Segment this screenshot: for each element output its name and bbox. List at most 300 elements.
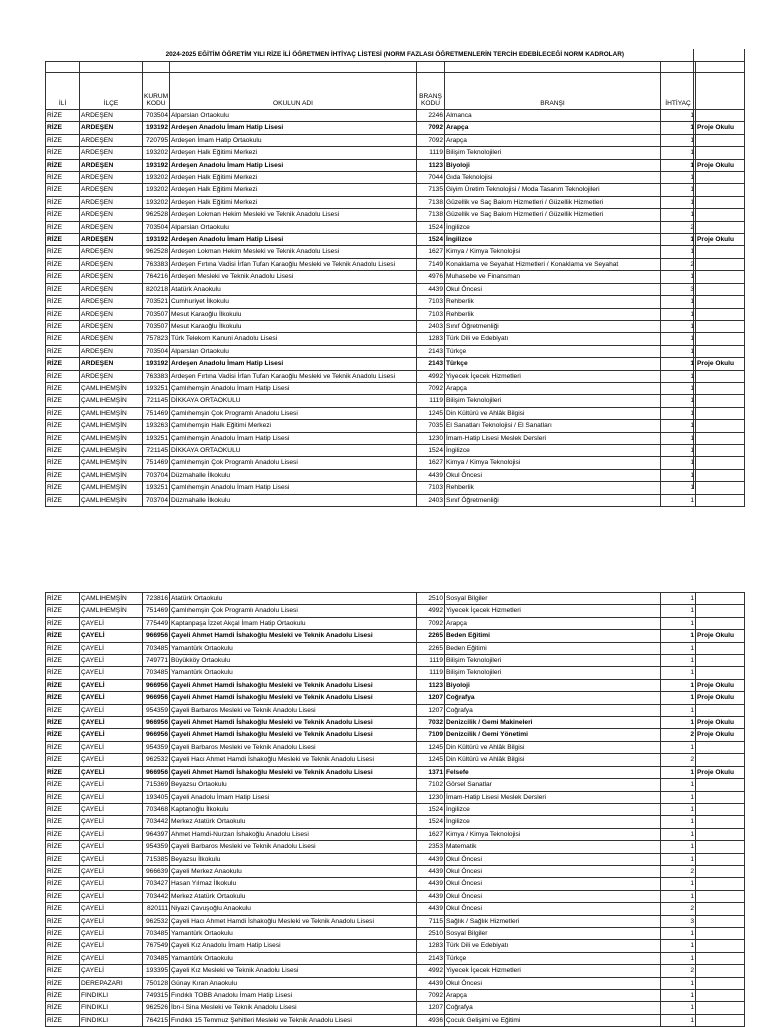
table-row — [46, 432, 745, 444]
cell-ihtiyac: 1 — [661, 209, 696, 221]
table-row — [46, 841, 745, 853]
table-row — [46, 940, 745, 952]
cell-brans-kodu: 1207 — [417, 704, 445, 716]
cell-ihtiyac: 1 — [661, 110, 696, 122]
table-row — [46, 221, 745, 233]
cell-kurum-kodu: 966956 — [143, 679, 170, 691]
table-row — [46, 407, 745, 419]
cell-brans-kodu: 4439 — [417, 469, 445, 481]
cell-brans: Coğrafya — [445, 692, 661, 704]
table-row — [46, 630, 745, 642]
cell-ilce: ARDEŞEN — [80, 258, 143, 270]
cell-ihtiyac: 1 — [661, 184, 696, 196]
cell-brans: Arapça — [445, 122, 661, 134]
cell-kurum-kodu: 749315 — [143, 990, 170, 1002]
cell-ilce: ÇAMLIHEMŞİN — [80, 382, 143, 394]
cell-il: RİZE — [46, 754, 80, 766]
cell-okul-adi: Ardeşen İmam Hatip Ortaokulu — [170, 134, 417, 146]
cell-ilce: ÇAMLIHEMŞİN — [80, 494, 143, 506]
table-row — [46, 593, 745, 605]
cell-kurum-kodu: 193192 — [143, 122, 170, 134]
table-row — [46, 147, 745, 159]
table-row — [46, 333, 745, 345]
cell-il: RİZE — [46, 766, 80, 778]
cell-ilce: ARDEŞEN — [80, 283, 143, 295]
cell-ihtiyac: 2 — [661, 221, 696, 233]
cell-il: RİZE — [46, 617, 80, 629]
cell-brans-kodu: 1524 — [417, 816, 445, 828]
cell-ihtiyac: 1 — [661, 692, 696, 704]
cell-kurum-kodu: 703504 — [143, 110, 170, 122]
cell-kurum-kodu: 193202 — [143, 196, 170, 208]
cell-okul-adi: Yamantürk Ortaokulu — [170, 927, 417, 939]
table-row — [46, 258, 745, 270]
table-page-1 — [45, 49, 735, 507]
cell-note: Proje Okulu — [696, 729, 745, 741]
cell-ihtiyac: 1 — [661, 382, 696, 394]
cell-brans: Okul Öncesi — [445, 283, 661, 295]
cell-note — [696, 754, 745, 766]
cell-ilce: ÇAYELİ — [80, 841, 143, 853]
cell-brans-kodu: 4976 — [417, 271, 445, 283]
cell-brans: Bilişim Teknolojileri — [445, 395, 661, 407]
cell-ilce: ARDEŞEN — [80, 234, 143, 246]
cell-kurum-kodu: 193202 — [143, 184, 170, 196]
cell-brans: Kimya / Kimya Teknolojisi — [445, 246, 661, 258]
cell-note: Proje Okulu — [696, 122, 745, 134]
cell-il: RİZE — [46, 990, 80, 1002]
cell-kurum-kodu: 966639 — [143, 865, 170, 877]
cell-ihtiyac: 1 — [661, 432, 696, 444]
cell-il: RİZE — [46, 890, 80, 902]
cell-okul-adi: Hasan Yılmaz İlkokulu — [170, 878, 417, 890]
cell-kurum-kodu: 193192 — [143, 234, 170, 246]
cell-ihtiyac: 1 — [661, 791, 696, 803]
cell-ihtiyac: 1 — [661, 779, 696, 791]
cell-brans: Görsel Sanatlar — [445, 779, 661, 791]
cell-ihtiyac: 2 — [661, 754, 696, 766]
table-row — [46, 172, 745, 184]
table-row — [46, 122, 745, 134]
cell-okul-adi: Çayeli Barbaros Mesleki ve Teknik Anadolu Lisesi — [170, 741, 417, 753]
table-row — [46, 246, 745, 258]
cell-ilce: ÇAYELİ — [80, 717, 143, 729]
cell-note — [696, 667, 745, 679]
cell-kurum-kodu: 703704 — [143, 469, 170, 481]
cell-brans: Rehberlik — [445, 308, 661, 320]
cell-ilce: ARDEŞEN — [80, 345, 143, 357]
cell-brans: El Sanatları Teknolojisi / El Sanatları — [445, 420, 661, 432]
cell-okul-adi: Çayeli Merkez Anaokulu — [170, 865, 417, 877]
cell-ihtiyac: 1 — [661, 630, 696, 642]
cell-okul-adi: Çayeli Ahmet Hamdi İshakoğlu Mesleki ve Teknik Anadolu Lisesi — [170, 692, 417, 704]
header-row — [46, 73, 745, 110]
cell-brans: Arapça — [445, 617, 661, 629]
col-header-ilce: İLÇE — [80, 73, 143, 110]
cell-note: Proje Okulu — [696, 717, 745, 729]
table-row — [46, 828, 745, 840]
cell-note — [696, 915, 745, 927]
cell-il: RİZE — [46, 927, 80, 939]
cell-brans: Felsefe — [445, 766, 661, 778]
cell-ilce: ÇAYELİ — [80, 865, 143, 877]
cell-okul-adi: Fındıklı 15 Temmuz Şehitleri Mesleki ve Teknik Anadolu Lisesi — [170, 1014, 417, 1026]
cell-okul-adi: Çamlıhemşin Çok Programlı Anadolu Lisesi — [170, 407, 417, 419]
cell-note — [696, 147, 745, 159]
cell-okul-adi: Çamlıhemşin Halk Eğitimi Merkezi — [170, 420, 417, 432]
cell-okul-adi: Büyükköy Ortaokulu — [170, 655, 417, 667]
cell-note: Proje Okulu — [696, 679, 745, 691]
cell-okul-adi: DİKKAYA ORTAOKULU — [170, 444, 417, 456]
cell-ihtiyac: 1 — [661, 741, 696, 753]
cell-ihtiyac: 1 — [661, 308, 696, 320]
cell-ihtiyac: 2 — [661, 903, 696, 915]
table-row — [46, 865, 745, 877]
cell-kurum-kodu: 703427 — [143, 878, 170, 890]
cell-note — [696, 990, 745, 1002]
cell-brans-kodu: 2510 — [417, 593, 445, 605]
cell-note — [696, 865, 745, 877]
cell-il: RİZE — [46, 432, 80, 444]
cell-note — [696, 271, 745, 283]
cell-brans: Sınıf Öğretmenliği — [445, 320, 661, 332]
cell-il: RİZE — [46, 308, 80, 320]
cell-okul-adi: Beyazsu İlkokulu — [170, 853, 417, 865]
cell-note — [696, 940, 745, 952]
cell-brans-kodu: 1627 — [417, 457, 445, 469]
cell-brans-kodu: 1371 — [417, 766, 445, 778]
cell-brans: İngilizce — [445, 803, 661, 815]
cell-kurum-kodu: 751469 — [143, 457, 170, 469]
cell-il: RİZE — [46, 717, 80, 729]
table-row — [46, 358, 745, 370]
table-row — [46, 990, 745, 1002]
cell-okul-adi: Çayeli Kız Mesleki ve Teknik Anadolu Lisesi — [170, 965, 417, 977]
cell-note — [696, 1014, 745, 1026]
cell-il: RİZE — [46, 977, 80, 989]
table-row — [46, 395, 745, 407]
cell-ilce: ÇAYELİ — [80, 816, 143, 828]
cell-okul-adi: Ardeşen Halk Eğitimi Merkezi — [170, 196, 417, 208]
cell-ilce: FINDIKLI — [80, 990, 143, 1002]
cell-kurum-kodu: 193251 — [143, 432, 170, 444]
cell-ilce: ARDEŞEN — [80, 209, 143, 221]
cell-il: RİZE — [46, 420, 80, 432]
cell-note — [696, 196, 745, 208]
cell-kurum-kodu: 964397 — [143, 828, 170, 840]
cell-brans: Giyim Üretim Teknolojisi / Moda Tasarım Teknolojileri — [445, 184, 661, 196]
cell-ilce: ÇAYELİ — [80, 828, 143, 840]
title-row — [46, 49, 745, 62]
cell-brans: Okul Öncesi — [445, 878, 661, 890]
cell-ihtiyac: 2 — [661, 865, 696, 877]
cell-il: RİZE — [46, 444, 80, 456]
cell-il: RİZE — [46, 1002, 80, 1014]
cell-ihtiyac: 1 — [661, 196, 696, 208]
cell-ilce: DEREPAZARI — [80, 977, 143, 989]
cell-ilce: ÇAYELİ — [80, 741, 143, 753]
cell-note — [696, 1002, 745, 1014]
cell-note — [696, 110, 745, 122]
cell-ilce: ÇAYELİ — [80, 692, 143, 704]
cell-kurum-kodu: 764215 — [143, 1014, 170, 1026]
cell-kurum-kodu: 703521 — [143, 296, 170, 308]
cell-il: RİZE — [46, 679, 80, 691]
cell-okul-adi: DİKKAYA ORTAOKULU — [170, 395, 417, 407]
cell-kurum-kodu: 962526 — [143, 1002, 170, 1014]
cell-kurum-kodu: 751469 — [143, 605, 170, 617]
col-header-brans: BRANŞI — [445, 73, 661, 110]
cell-il: RİZE — [46, 630, 80, 642]
cell-okul-adi: Niyazi Çavuşoğlu Anaokulu — [170, 903, 417, 915]
cell-kurum-kodu: 751469 — [143, 407, 170, 419]
cell-ihtiyac: 2 — [661, 258, 696, 270]
cell-il: RİZE — [46, 234, 80, 246]
cell-okul-adi: Çayeli Ahmet Hamdi İshakoğlu Mesleki ve Teknik Anadolu Lisesi — [170, 679, 417, 691]
cell-ihtiyac: 1 — [661, 122, 696, 134]
cell-ihtiyac: 1 — [661, 296, 696, 308]
cell-brans-kodu: 7138 — [417, 209, 445, 221]
cell-il: RİZE — [46, 878, 80, 890]
cell-note — [696, 382, 745, 394]
cell-okul-adi: Cumhuriyet İlkokulu — [170, 296, 417, 308]
cell-kurum-kodu: 703704 — [143, 494, 170, 506]
cell-kurum-kodu: 193395 — [143, 965, 170, 977]
cell-okul-adi: Çayeli Ahmet Hamdi İshakoğlu Mesleki ve Teknik Anadolu Lisesi — [170, 766, 417, 778]
col-header-note — [696, 73, 745, 110]
cell-brans: İmam-Hatip Lisesi Meslek Dersleri — [445, 432, 661, 444]
cell-brans-kodu: 7138 — [417, 196, 445, 208]
cell-okul-adi: Alparslan Ortaokulu — [170, 221, 417, 233]
cell-ihtiyac: 2 — [661, 729, 696, 741]
cell-okul-adi: Çayeli Hacı Ahmet Hamdi İshakoğlu Mesleki ve Teknik Anadolu Lisesi — [170, 915, 417, 927]
cell-brans: Coğrafya — [445, 704, 661, 716]
cell-brans-kodu: 7102 — [417, 779, 445, 791]
table-row — [46, 915, 745, 927]
cell-kurum-kodu: 703504 — [143, 345, 170, 357]
table-row — [46, 444, 745, 456]
cell-brans: Arapça — [445, 382, 661, 394]
cell-ihtiyac: 1 — [661, 147, 696, 159]
cell-okul-adi: Çayeli Ahmet Hamdi İshakoğlu Mesleki ve Teknik Anadolu Lisesi — [170, 729, 417, 741]
cell-brans-kodu: 1283 — [417, 940, 445, 952]
table-row — [46, 469, 745, 481]
cell-ihtiyac: 1 — [661, 246, 696, 258]
table-row — [46, 234, 745, 246]
cell-ihtiyac: 1 — [661, 234, 696, 246]
cell-note — [696, 853, 745, 865]
cell-kurum-kodu: 703507 — [143, 308, 170, 320]
cell-il: RİZE — [46, 134, 80, 146]
cell-okul-adi: Çayeli Barbaros Mesleki ve Teknik Anadolu Lisesi — [170, 841, 417, 853]
cell-ihtiyac: 1 — [661, 803, 696, 815]
cell-ihtiyac: 1 — [661, 642, 696, 654]
cell-ilce: ÇAMLIHEMŞİN — [80, 420, 143, 432]
cell-ilce: ÇAMLIHEMŞİN — [80, 457, 143, 469]
cell-okul-adi: Ardeşen Mesleki ve Teknik Anadolu Lisesi — [170, 271, 417, 283]
cell-note — [696, 890, 745, 902]
cell-brans: Din Kültürü ve Ahlâk Bilgisi — [445, 407, 661, 419]
page-title: 2024-2025 EĞİTİM ÖĞRETİM YILI RİZE İLİ ÖĞRETMEN İHTİYAÇ LİSTESİ (NORM FAZLASI ÖĞRETMENLERİN TERCİH EDEBİLECEĞİ NORM KADROLAR) — [46, 49, 745, 62]
cell-kurum-kodu: 721145 — [143, 395, 170, 407]
cell-ihtiyac: 1 — [661, 605, 696, 617]
cell-kurum-kodu: 954359 — [143, 741, 170, 753]
cell-note — [696, 221, 745, 233]
cell-ihtiyac: 1 — [661, 172, 696, 184]
cell-brans: Okul Öncesi — [445, 853, 661, 865]
cell-kurum-kodu: 715369 — [143, 779, 170, 791]
cell-brans: Türk Dili ve Edebiyatı — [445, 333, 661, 345]
cell-okul-adi: Ardeşen Halk Eğitimi Merkezi — [170, 184, 417, 196]
cell-brans: Coğrafya — [445, 1002, 661, 1014]
cell-ihtiyac: 1 — [661, 134, 696, 146]
table-row — [46, 679, 745, 691]
cell-note — [696, 457, 745, 469]
cell-brans: Sağlık / Sağlık Hizmetleri — [445, 915, 661, 927]
table-row — [46, 308, 745, 320]
cell-brans-kodu: 7115 — [417, 915, 445, 927]
cell-okul-adi: Alparslan Ortaokulu — [170, 345, 417, 357]
cell-okul-adi: Kaptanpaşa İzzet Akçal İmam Hatip Ortaokulu — [170, 617, 417, 629]
cell-ihtiyac: 1 — [661, 444, 696, 456]
cell-il: RİZE — [46, 296, 80, 308]
cell-ilce: ÇAYELİ — [80, 630, 143, 642]
cell-brans-kodu: 4439 — [417, 853, 445, 865]
cell-il: RİZE — [46, 593, 80, 605]
cell-brans: İngilizce — [445, 816, 661, 828]
cell-brans-kodu: 7092 — [417, 617, 445, 629]
cell-note — [696, 172, 745, 184]
cell-ilce: ARDEŞEN — [80, 271, 143, 283]
cell-brans: Denizcilik / Gemi Makineleri — [445, 717, 661, 729]
cell-il: RİZE — [46, 147, 80, 159]
cell-ihtiyac: 1 — [661, 159, 696, 171]
cell-brans-kodu: 7032 — [417, 717, 445, 729]
cell-brans-kodu: 4992 — [417, 370, 445, 382]
cell-okul-adi: Türk Telekom Kanuni Anadolu Lisesi — [170, 333, 417, 345]
cell-okul-adi: Çayeli Anadolu İmam Hatip Lisesi — [170, 791, 417, 803]
cell-kurum-kodu: 962532 — [143, 915, 170, 927]
cell-note — [696, 841, 745, 853]
cell-kurum-kodu: 763383 — [143, 258, 170, 270]
cell-brans: Güzellik ve Saç Bakım Hizmetleri / Güzellik Hizmetleri — [445, 209, 661, 221]
cell-okul-adi: Çamlıhemşin Anadolu İmam Hatip Lisesi — [170, 432, 417, 444]
cell-il: RİZE — [46, 779, 80, 791]
cell-note — [696, 432, 745, 444]
cell-brans-kodu: 4439 — [417, 878, 445, 890]
cell-note — [696, 296, 745, 308]
cell-ihtiyac: 1 — [661, 766, 696, 778]
cell-ihtiyac: 3 — [661, 915, 696, 927]
cell-il: RİZE — [46, 965, 80, 977]
cell-il: RİZE — [46, 358, 80, 370]
cell-note — [696, 704, 745, 716]
table-row — [46, 296, 745, 308]
cell-brans-kodu: 1627 — [417, 828, 445, 840]
table-row — [46, 766, 745, 778]
cell-okul-adi: Çamlıhemşin Çok Programlı Anadolu Lisesi — [170, 605, 417, 617]
cell-brans: İngilizce — [445, 234, 661, 246]
table-row — [46, 271, 745, 283]
cell-kurum-kodu: 193251 — [143, 382, 170, 394]
table-row — [46, 134, 745, 146]
cell-brans-kodu: 7103 — [417, 308, 445, 320]
cell-ihtiyac: 1 — [661, 853, 696, 865]
cell-note: Proje Okulu — [696, 766, 745, 778]
cell-brans-kodu: 1245 — [417, 741, 445, 753]
cell-ihtiyac: 1 — [661, 952, 696, 964]
cell-brans: Sosyal Bilgiler — [445, 927, 661, 939]
cell-brans: Okul Öncesi — [445, 890, 661, 902]
cell-ilce: ÇAMLIHEMŞİN — [80, 432, 143, 444]
cell-okul-adi: Ardeşen Anadolu İmam Hatip Lisesi — [170, 234, 417, 246]
cell-note — [696, 407, 745, 419]
cell-ihtiyac: 1 — [661, 927, 696, 939]
cell-ihtiyac: 1 — [661, 704, 696, 716]
cell-ilce: ÇAYELİ — [80, 766, 143, 778]
table-row — [46, 890, 745, 902]
cell-kurum-kodu: 966956 — [143, 729, 170, 741]
cell-brans: Gıda Teknolojisi — [445, 172, 661, 184]
table-row — [46, 370, 745, 382]
cell-brans: Rehberlik — [445, 296, 661, 308]
table-row — [46, 617, 745, 629]
cell-okul-adi: Fındıklı TOBB Anadolu İmam Hatip Lisesi — [170, 990, 417, 1002]
cell-brans: Kimya / Kimya Teknolojisi — [445, 828, 661, 840]
cell-kurum-kodu: 954359 — [143, 704, 170, 716]
cell-ilce: ARDEŞEN — [80, 370, 143, 382]
cell-ilce: ÇAYELİ — [80, 915, 143, 927]
cell-il: RİZE — [46, 692, 80, 704]
cell-note — [696, 420, 745, 432]
cell-il: RİZE — [46, 816, 80, 828]
cell-brans: Türkçe — [445, 358, 661, 370]
cell-ihtiyac: 1 — [661, 358, 696, 370]
cell-brans: Sosyal Bilgiler — [445, 593, 661, 605]
cell-kurum-kodu: 966956 — [143, 717, 170, 729]
cell-ilce: ARDEŞEN — [80, 159, 143, 171]
cell-brans-kodu: 7092 — [417, 134, 445, 146]
cell-brans: Biyoloji — [445, 159, 661, 171]
cell-brans-kodu: 1283 — [417, 333, 445, 345]
cell-note — [696, 593, 745, 605]
cell-il: RİZE — [46, 159, 80, 171]
cell-ihtiyac: 1 — [661, 320, 696, 332]
cell-brans: Denizcilik / Gemi Yönetimi — [445, 729, 661, 741]
cell-brans-kodu: 1524 — [417, 803, 445, 815]
cell-il: RİZE — [46, 791, 80, 803]
cell-kurum-kodu: 750128 — [143, 977, 170, 989]
cell-okul-adi: Ardeşen Anadolu İmam Hatip Lisesi — [170, 159, 417, 171]
cell-brans-kodu: 7103 — [417, 482, 445, 494]
table-row — [46, 717, 745, 729]
cell-brans-kodu: 4936 — [417, 1014, 445, 1026]
cell-note — [696, 246, 745, 258]
cell-ilce: ARDEŞEN — [80, 320, 143, 332]
cell-il: RİZE — [46, 407, 80, 419]
table-row — [46, 655, 745, 667]
cell-kurum-kodu: 703442 — [143, 816, 170, 828]
table-row — [46, 1002, 745, 1014]
cell-ihtiyac: 1 — [661, 1002, 696, 1014]
cell-brans-kodu: 4992 — [417, 965, 445, 977]
cell-il: RİZE — [46, 667, 80, 679]
cell-brans: Beden Eğitimi — [445, 630, 661, 642]
table-row — [46, 382, 745, 394]
cell-okul-adi: Çamlıhemşin Anadolu İmam Hatip Lisesi — [170, 382, 417, 394]
cell-ihtiyac: 1 — [661, 655, 696, 667]
cell-ilce: FINDIKLI — [80, 1002, 143, 1014]
